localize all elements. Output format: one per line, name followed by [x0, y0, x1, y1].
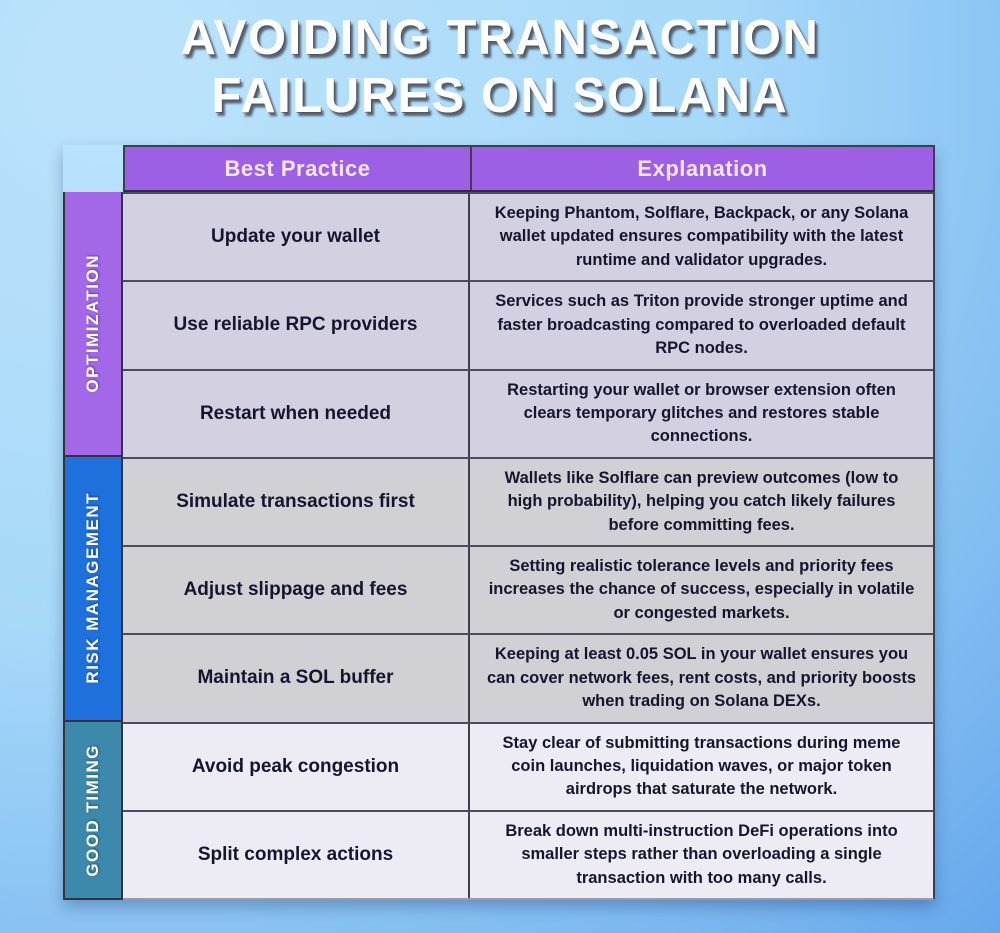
section-label-text: OPTIMIZATION — [83, 254, 102, 393]
page-title — [0, 0, 1000, 126]
explanation-cell: Restarting your wallet or browser extension often clears temporary glitches and restores stable connections. — [468, 371, 933, 457]
explanation-cell: Break down multi-instruction DeFi operations into smaller steps rather than overloading a single transaction with too many calls. — [468, 812, 933, 898]
practice-cell: Split complex actions — [197, 843, 394, 865]
section-label-good-timing — [63, 722, 123, 901]
section-rows — [123, 192, 935, 457]
section-label-risk-management — [63, 457, 123, 722]
practice-cell: Maintain a SOL buffer — [197, 667, 394, 689]
table-row — [123, 280, 933, 368]
section-optimization — [63, 192, 935, 457]
explanation-cell: Wallets like Solflare can preview outcomes (low to high probability), helping you catch likely failures before committing fees. — [468, 459, 933, 545]
practice-cell: Use reliable RPC providers — [173, 314, 418, 336]
best-practices-table — [63, 145, 935, 900]
section-risk-management — [63, 457, 935, 722]
column-header-explanation: Explanation — [470, 147, 933, 190]
explanation-cell: Keeping at least 0.05 SOL in your wallet ensures you can cover network fees, rent costs, and priority boosts when trading on Solana DEXs. — [468, 635, 933, 721]
section-good-timing — [63, 722, 935, 901]
table-header-row — [123, 145, 935, 192]
page-title-line1: AVOIDING TRANSACTION — [180, 11, 820, 65]
table-row — [123, 545, 933, 633]
practice-cell: Update your wallet — [211, 226, 380, 248]
column-header-best-practice: Best Practice — [224, 155, 371, 181]
explanation-cell: Setting realistic tolerance levels and priority fees increases the chance of success, especially in volatile or congested markets. — [468, 547, 933, 633]
section-label-text: RISK MANAGEMENT — [83, 492, 102, 684]
practice-cell: Avoid peak congestion — [191, 755, 400, 777]
table-row — [123, 369, 933, 457]
table-row — [123, 457, 933, 545]
table-row — [123, 633, 933, 721]
table-row — [123, 810, 933, 898]
table-row — [123, 192, 933, 280]
table-row — [123, 722, 933, 810]
section-label-optimization — [63, 192, 123, 457]
page-title-line2: FAILURES ON SOLANA — [211, 68, 789, 123]
practice-cell: Restart when needed — [199, 402, 392, 424]
explanation-cell: Keeping Phantom, Solflare, Backpack, or any Solana wallet updated ensures compatibility with the latest runtime and validator upgrades. — [468, 194, 933, 280]
section-rows — [123, 457, 935, 722]
section-rows — [123, 722, 935, 901]
practice-cell: Adjust slippage and fees — [183, 579, 408, 601]
section-label-text: GOOD TIMING — [83, 743, 102, 877]
explanation-cell: Services such as Triton provide stronger uptime and faster broadcasting compared to overloaded default RPC nodes. — [468, 282, 933, 368]
explanation-cell: Stay clear of submitting transactions during meme coin launches, liquidation waves, or major token airdrops that saturate the network. — [468, 724, 933, 810]
practice-cell: Simulate transactions first — [176, 490, 415, 512]
